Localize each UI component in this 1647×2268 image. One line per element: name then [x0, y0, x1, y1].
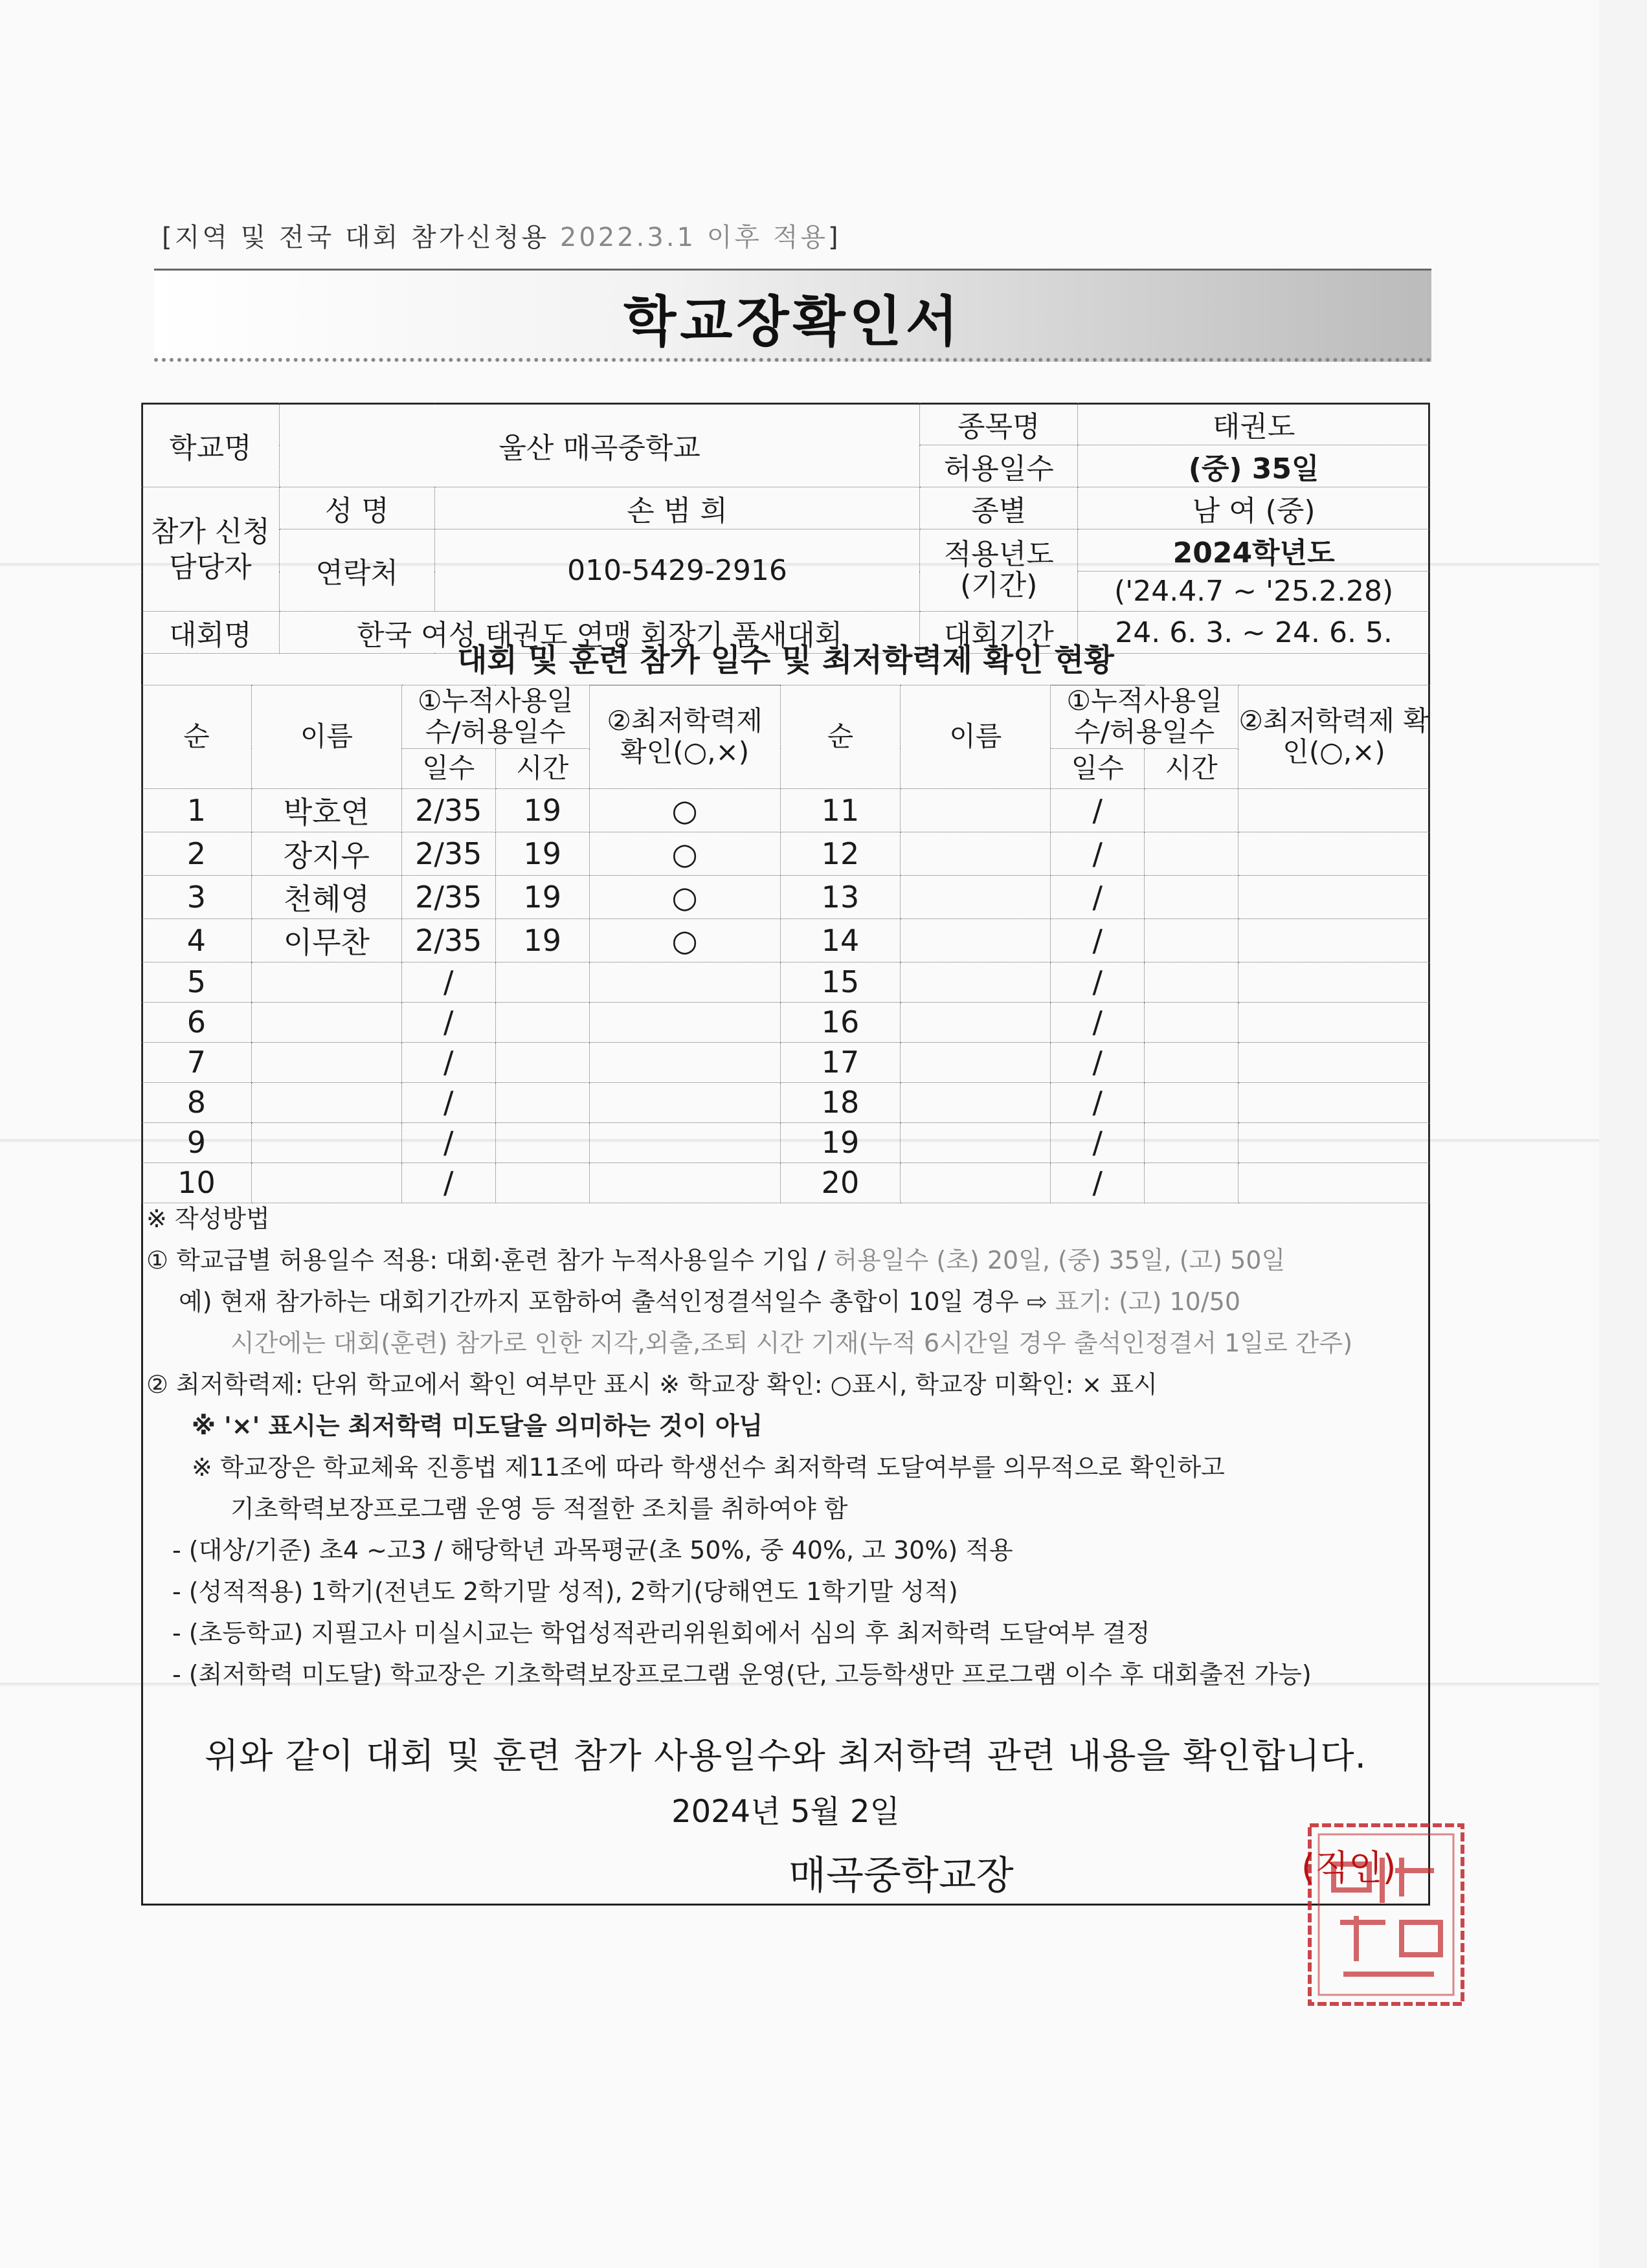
used-days: /	[1051, 1162, 1145, 1203]
min-achievement-check	[1238, 832, 1430, 875]
category-value: 남 여 (중)	[1078, 487, 1430, 529]
row-number: 11	[780, 788, 901, 832]
used-hours	[1145, 832, 1238, 875]
student-name	[901, 1042, 1051, 1082]
phone-value: 010-5429-2916	[434, 529, 920, 612]
used-days: /	[1051, 1082, 1145, 1122]
used-hours: 19	[495, 832, 589, 875]
col-days: 일수	[1051, 748, 1145, 788]
col-accum: ①누적사용일수/허용일수	[1051, 685, 1238, 749]
effective-date: 2022.3.1 이후 적용	[559, 223, 828, 252]
notes-heading: ※ 작성방법	[146, 1205, 270, 1233]
used-days: /	[401, 1162, 495, 1203]
table-row	[142, 788, 1430, 832]
table-row	[142, 1042, 1430, 1082]
row-number: 8	[142, 1082, 252, 1122]
row-number: 20	[780, 1162, 901, 1203]
used-hours	[1145, 1162, 1238, 1203]
min-achievement-check	[1238, 1042, 1430, 1082]
name-value: 손 범 희	[434, 487, 920, 529]
used-hours	[495, 962, 589, 1002]
event-label: 대회명	[142, 612, 280, 654]
table-row	[142, 875, 1430, 918]
used-hours	[495, 1122, 589, 1162]
table-row	[142, 1162, 1430, 1203]
student-name	[901, 1162, 1051, 1203]
min-achievement-check: ○	[589, 832, 780, 875]
student-name	[901, 788, 1051, 832]
used-days: /	[401, 1002, 495, 1042]
table-row	[142, 1082, 1430, 1122]
min-achievement-check: ○	[589, 788, 780, 832]
student-name	[901, 962, 1051, 1002]
student-name	[251, 1122, 401, 1162]
student-name	[901, 1002, 1051, 1042]
note-line: ※ '×' 표시는 최저학력 미도달을 의미하는 것이 아님	[192, 1412, 763, 1440]
row-number: 9	[142, 1122, 252, 1162]
col-min-achievement: ②최저학력제 확인(○,×)	[1238, 685, 1430, 789]
used-hours	[495, 1162, 589, 1203]
note-line: 예) 현재 참가하는 대회기간까지 포함하여 출석인정결석일수 총합이 10일 경우 ⇨ 표기: (고) 10/50	[179, 1287, 1241, 1316]
note-line: 기초학력보장프로그램 운영 등 적절한 조치를 취하여야 함	[230, 1495, 848, 1523]
col-hours: 시간	[1145, 748, 1238, 788]
col-name: 이름	[251, 685, 401, 789]
student-name	[251, 1082, 401, 1122]
used-days: /	[401, 1082, 495, 1122]
min-achievement-check	[1238, 918, 1430, 962]
row-number: 6	[142, 1002, 252, 1042]
min-achievement-check	[589, 1082, 780, 1122]
row-number: 14	[780, 918, 901, 962]
usage-header: [지역 및 전국 대회 참가신청용 2022.3.1 이후 적용]	[162, 223, 841, 252]
row-number: 1	[142, 788, 252, 832]
student-name	[901, 832, 1051, 875]
used-hours	[1145, 1042, 1238, 1082]
note-line: ※ 학교장은 학교체육 진흥법 제11조에 따라 학생선수 최저학력 도달여부를 의무적으로 확인하고	[192, 1453, 1225, 1482]
used-hours	[1145, 918, 1238, 962]
used-hours	[1145, 875, 1238, 918]
min-achievement-check	[589, 1042, 780, 1082]
used-hours	[1145, 1122, 1238, 1162]
event-value: 한국 여성 태권도 연맹 회장기 품새대회	[279, 612, 920, 654]
used-days: /	[401, 962, 495, 1002]
row-number: 12	[780, 832, 901, 875]
stats-caption: 대회 및 훈련 참가 일수 및 최저학력제 확인 현황	[141, 636, 1430, 685]
min-achievement-check	[589, 962, 780, 1002]
note-line: - (최저학력 미도달) 학교장은 기초학력보장프로그램 운영(단, 고등학생만 프로그램 이수 후 대회출전 가능)	[172, 1660, 1312, 1689]
min-achievement-check	[1238, 1122, 1430, 1162]
allowed-days-value: (중) 35일	[1078, 445, 1430, 487]
table-row	[142, 918, 1430, 962]
principal-signature: 매곡중학교장	[789, 1853, 1014, 1898]
col-days: 일수	[401, 748, 495, 788]
min-achievement-check	[1238, 875, 1430, 918]
allowed-days-label: 허용일수	[920, 445, 1078, 487]
used-days: /	[401, 1122, 495, 1162]
row-number: 4	[142, 918, 252, 962]
issue-date: 2024년 5월 2일	[671, 1794, 900, 1830]
used-days: /	[1051, 962, 1145, 1002]
min-achievement-check	[1238, 1162, 1430, 1203]
used-days: /	[1051, 875, 1145, 918]
row-number: 13	[780, 875, 901, 918]
sport-label: 종목명	[920, 403, 1078, 445]
row-number: 7	[142, 1042, 252, 1082]
table-row	[142, 1122, 1430, 1162]
used-hours	[1145, 962, 1238, 1002]
used-hours: 19	[495, 918, 589, 962]
student-name	[251, 962, 401, 1002]
used-days: 2/35	[401, 875, 495, 918]
name-label: 성 명	[279, 487, 434, 529]
note-line: - (대상/기준) 초4 ~고3 / 해당학년 과목평균(초 50%, 중 40%, 고 30%) 적용	[172, 1536, 1013, 1564]
used-days: 2/35	[401, 788, 495, 832]
min-achievement-check: ○	[589, 918, 780, 962]
student-name	[251, 1002, 401, 1042]
min-achievement-check	[1238, 788, 1430, 832]
used-hours	[1145, 788, 1238, 832]
note-line: ② 최저학력제: 단위 학교에서 확인 여부만 표시 ※ 학교장 확인: ○표시, 학교장 미확인: × 표시	[146, 1370, 1158, 1399]
used-days: /	[1051, 1002, 1145, 1042]
used-hours	[495, 1082, 589, 1122]
row-number: 2	[142, 832, 252, 875]
table-row	[142, 832, 1430, 875]
min-achievement-check	[1238, 962, 1430, 1002]
school-label: 학교명	[142, 403, 280, 487]
school-value: 울산 매곡중학교	[279, 403, 920, 487]
used-days: /	[1051, 832, 1145, 875]
note-line: - (성적적용) 1학기(전년도 2학기말 성적), 2학기(당해연도 1학기말 성적)	[172, 1577, 958, 1606]
used-hours: 19	[495, 788, 589, 832]
col-order: 순	[780, 685, 901, 789]
student-name: 박호연	[251, 788, 401, 832]
student-name: 천혜영	[251, 875, 401, 918]
student-name	[901, 1122, 1051, 1162]
used-hours	[1145, 1002, 1238, 1042]
seal-mark: (직인)	[1301, 1847, 1396, 1888]
used-days: /	[1051, 1042, 1145, 1082]
col-min-achievement: ②최저학력제 확인(○,×)	[589, 685, 780, 789]
period-label: 대회기간	[920, 612, 1078, 654]
title-band	[154, 269, 1431, 362]
col-accum: ①누적사용일수/허용일수	[401, 685, 589, 749]
min-achievement-check	[589, 1162, 780, 1203]
used-days: /	[1051, 1122, 1145, 1162]
min-achievement-check	[1238, 1002, 1430, 1042]
col-order: 순	[142, 685, 252, 789]
note-line: ① 학교급별 허용일수 적용: 대회·훈련 참가 누적사용일수 기입 / 허용일수 (초) 20일, (중) 35일, (고) 50일	[146, 1246, 1286, 1274]
year-period: ('24.4.7 ~ '25.2.28)	[1078, 572, 1430, 612]
participation-rows	[142, 788, 1430, 1203]
row-number: 5	[142, 962, 252, 1002]
phone-label: 연락처	[279, 529, 434, 612]
period-value: 24. 6. 3. ~ 24. 6. 5.	[1078, 612, 1430, 654]
row-number: 10	[142, 1162, 252, 1203]
used-hours	[495, 1042, 589, 1082]
row-number: 15	[780, 962, 901, 1002]
year-value: 2024학년도	[1078, 529, 1430, 572]
row-number: 17	[780, 1042, 901, 1082]
used-hours	[495, 1002, 589, 1042]
min-achievement-check: ○	[589, 875, 780, 918]
used-days: 2/35	[401, 918, 495, 962]
used-days: /	[401, 1042, 495, 1082]
document-title: 학교장확인서	[623, 290, 962, 353]
confirmation-statement: 위와 같이 대회 및 훈련 참가 사용일수와 최저학력 관련 내용을 확인합니다.	[205, 1735, 1367, 1776]
student-name	[901, 918, 1051, 962]
table-row	[142, 962, 1430, 1002]
student-name	[251, 1042, 401, 1082]
used-hours	[1145, 1082, 1238, 1122]
row-number: 3	[142, 875, 252, 918]
used-days: /	[1051, 788, 1145, 832]
col-name: 이름	[901, 685, 1051, 789]
used-days: 2/35	[401, 832, 495, 875]
info-table	[141, 403, 1430, 654]
used-days: /	[1051, 918, 1145, 962]
min-achievement-check	[1238, 1082, 1430, 1122]
contact-group-label: 참가 신청 담당자	[142, 487, 280, 612]
year-label: 적용년도 (기간)	[920, 529, 1078, 612]
col-hours: 시간	[495, 748, 589, 788]
min-achievement-check	[589, 1002, 780, 1042]
note-line: - (초등학교) 지필고사 미실시교는 학업성적관리위원회에서 심의 후 최저학력 도달여부 결정	[172, 1619, 1150, 1647]
student-name	[901, 875, 1051, 918]
participation-table	[141, 685, 1430, 1203]
sport-value: 태권도	[1078, 403, 1430, 445]
note-line: 시간에는 대회(훈련) 참가로 인한 지각,외출,조퇴 시간 기재(누적 6시간일 경우 출석인정결서 1일로 간주)	[230, 1329, 1353, 1357]
student-name: 장지우	[251, 832, 401, 875]
row-number: 19	[780, 1122, 901, 1162]
min-achievement-check	[589, 1122, 780, 1162]
student-name: 이무찬	[251, 918, 401, 962]
student-name	[901, 1082, 1051, 1122]
student-name	[251, 1162, 401, 1203]
category-label: 종별	[920, 487, 1078, 529]
row-number: 18	[780, 1082, 901, 1122]
row-number: 16	[780, 1002, 901, 1042]
used-hours: 19	[495, 875, 589, 918]
table-row	[142, 1002, 1430, 1042]
